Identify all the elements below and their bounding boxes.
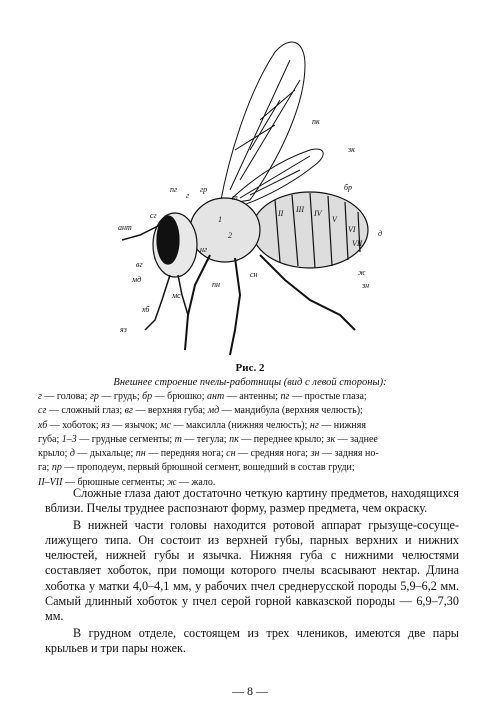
svg-text:нг: нг (200, 245, 208, 254)
svg-text:II: II (278, 209, 284, 218)
svg-text:V: V (332, 215, 337, 224)
svg-text:пн: пн (212, 280, 220, 289)
body-text (45, 486, 459, 658)
svg-text:мс: мс (172, 291, 181, 300)
legend-line: г — голова; гр — грудь; бр — брюшко; ант — антенны; пг — простые глаза; (38, 391, 367, 402)
svg-text:VII: VII (352, 239, 363, 248)
paragraph: Сложные глаза дают достаточно четкую картину предметов, находящихся вблизи. Пчелы труднее распознают форму, размер предмета, чем окраску. (45, 486, 459, 516)
legend-line: губа; 1–3 — грудные сегменты; т — тегула; пк — переднее крыло; зк — заднее (38, 433, 378, 445)
svg-text:д: д (378, 229, 383, 238)
svg-text:хб: хб (142, 305, 150, 314)
legend-line: крыло; д — дыхальце; пн — передняя нога; сн — средняя нога; зн — задняя но- (38, 448, 379, 460)
svg-text:пг: пг (170, 185, 178, 194)
svg-text:ж: ж (358, 268, 366, 277)
svg-text:гр: гр (200, 185, 208, 194)
page-number: — 8 — (232, 684, 268, 698)
svg-text:бр: бр (344, 183, 353, 192)
svg-text:зк: зк (348, 145, 355, 154)
svg-text:вг: вг (136, 260, 143, 269)
svg-text:г: г (186, 191, 190, 200)
head (153, 213, 197, 277)
paragraph: В грудном отделе, состоящем из трех члеников, имеются две пары крыльев и три пары ножек. (45, 625, 459, 655)
svg-text:мд: мд (132, 275, 142, 284)
figure-subtitle: Внешнее строение пчелы-работницы (вид с левой стороны): (113, 377, 387, 388)
legs (185, 255, 355, 355)
svg-text:зн: зн (362, 281, 370, 290)
svg-text:сн: сн (250, 270, 258, 279)
svg-text:III: III (296, 205, 304, 214)
legend-line: хб — хоботок; яз — язычок; мс — максилла (нижняя челюсть); нг — нижняя (38, 419, 366, 431)
figure-legend (38, 390, 462, 490)
svg-text:т: т (232, 193, 238, 202)
bee-illustration (100, 30, 400, 360)
legend-line: сг — сложный глаз; вг — верхняя губа; мд — мандибула (верхняя челюсть); (38, 405, 363, 417)
svg-text:VI: VI (348, 225, 356, 234)
svg-text:1: 1 (218, 215, 222, 224)
legend-line: II–VII — брюшные сегменты; ж — жало. (38, 476, 216, 488)
legend-line: га; пр — проподеум, первый брюшной сегмент, вошедший в состав груди; (38, 462, 355, 474)
svg-text:сг: сг (150, 211, 157, 220)
mouthparts (145, 275, 188, 330)
svg-text:ант: ант (118, 223, 132, 232)
svg-text:IV: IV (314, 209, 322, 218)
svg-text:яз: яз (120, 325, 127, 334)
svg-text:пк: пк (312, 117, 320, 126)
figure-title: Рис. 2 (235, 362, 265, 374)
svg-text:2: 2 (228, 231, 232, 240)
paragraph: В нижней части головы находится ротовой аппарат грызуще-сосуще-лижущего типа. Он состоит из верхней губы, парных верхних и нижних челюстей, нижней губы и язычка. Нижняя губа с нижними челюстями составляет хоботок, при помощи которого пчелы всасывают нектар. Длина хоботка у матки 4,0–4,1 мм, у рабочих пчел среднерусской породы 5,9–6,2 мм. Самый длинный хоботок у пчел серой горной кавказской породы — 6,9–7,30 мм. (45, 518, 459, 623)
